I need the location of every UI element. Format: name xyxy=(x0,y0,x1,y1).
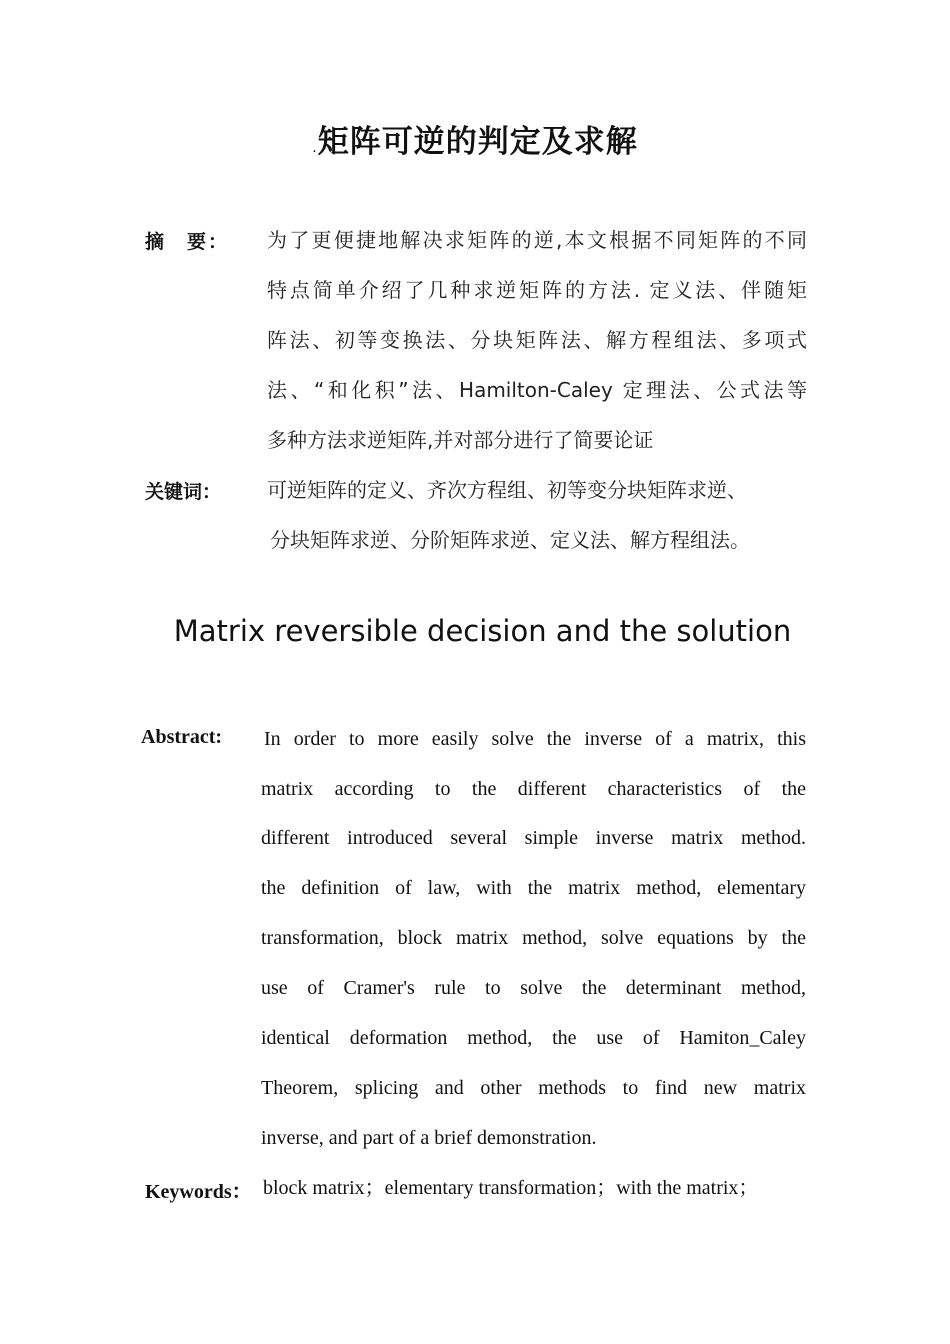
english-keywords-label: Keywords： xyxy=(145,1181,252,1203)
english-keywords-text: block matrix；elementary transformation；with the matrix； xyxy=(263,1177,759,1199)
chinese-keywords-line: 可逆矩阵的定义、齐次方程组、初等变分块矩阵求逆、 xyxy=(267,478,747,502)
chinese-abstract-line: 阵法、初等变换法、分块矩阵法、解方程组法、多项式 xyxy=(267,328,807,352)
chinese-abstract-line: 法、“和化积”法、Hamilton-Caley 定理法、公式法等 xyxy=(267,378,807,402)
chinese-abstract-line: 为了更便捷地解决求矩阵的逆,本文根据不同矩阵的不同 xyxy=(267,228,807,252)
chinese-title xyxy=(0,116,950,161)
english-abstract-line: matrix according to the different characteristics of the xyxy=(261,778,806,800)
chinese-abstract-line: 特点简单介绍了几种求逆矩阵的方法. 定义法、伴随矩 xyxy=(267,278,807,302)
english-title: Matrix reversible decision and the solution xyxy=(173,614,792,648)
english-abstract-line: inverse, and part of a brief demonstration. xyxy=(261,1127,597,1149)
english-abstract-line: identical deformation method, the use of Hamiton_Caley xyxy=(261,1027,806,1049)
english-abstract-line: In order to more easily solve the inverse of a matrix, this xyxy=(264,728,806,750)
chinese-keywords-line: 分块矩阵求逆、分阶矩阵求逆、定义法、解方程组法。 xyxy=(270,528,750,552)
english-abstract-line: different introduced several simple inverse matrix method. xyxy=(261,827,806,849)
english-abstract-line: the definition of law, with the matrix method, elementary xyxy=(261,877,806,899)
english-abstract-label: Abstract: xyxy=(141,726,223,748)
chinese-keywords-label: 关键词： xyxy=(145,481,222,503)
chinese-abstract-line: 多种方法求逆矩阵,并对部分进行了简要论证 xyxy=(267,428,654,452)
chinese-title-text: 矩阵可逆的判定及求解 xyxy=(317,124,638,160)
english-abstract-line: Theorem, splicing and other methods to find new matrix xyxy=(261,1077,806,1099)
chinese-abstract-label: 摘 要： xyxy=(145,231,230,253)
english-abstract-line: use of Cramer's rule to solve the determinant method, xyxy=(261,977,806,999)
english-abstract-line: transformation, block matrix method, solve equations by the xyxy=(261,927,806,949)
title-prefix-mark: . xyxy=(312,140,318,156)
